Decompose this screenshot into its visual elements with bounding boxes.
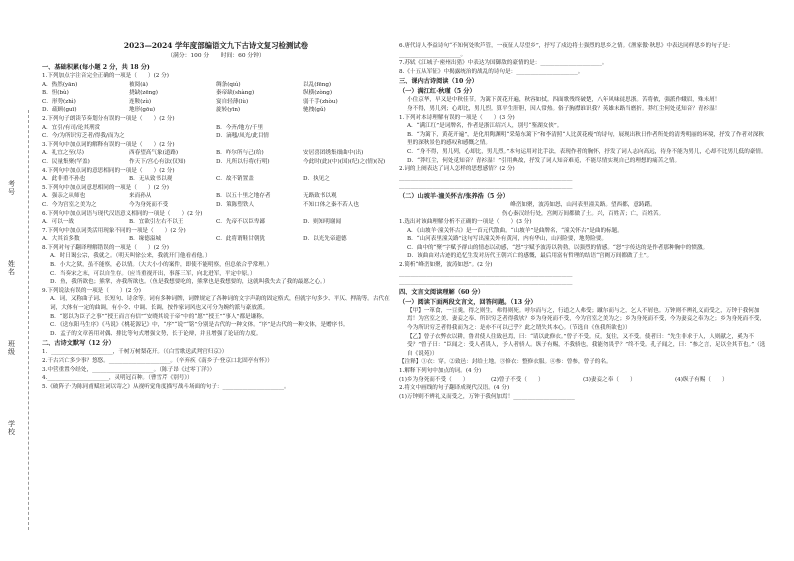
- option: 被阅(ā): [129, 81, 148, 88]
- option: B．今齐/地方/千里: [216, 124, 264, 131]
- text-line: 7.下列句中加点词类活用现象不同的一项是（ ）(2 分): [42, 227, 186, 234]
- text-line: 【注释】①衣：穿。②致邑：封给土地。③修衣：整修衣服。④参：曾参，曾子的名。: [399, 359, 612, 366]
- options-row: [42, 175, 390, 184]
- option: 驰拽(gǔ): [303, 107, 326, 114]
- option: A．宜引/有司/论其刑赏: [42, 124, 101, 131]
- text-line: C．“身不得，男儿列，心却比，男儿烈。”本句运用对比手法，表现作者的胸怀，抒发了词人志向高远，待身不能为男儿，心却不比男儿低的豪情。: [407, 148, 767, 155]
- text-line: 3.下列句中加点词的解释有误的一项是（ ）(2 分): [42, 141, 175, 148]
- option: C．民量集聚(罕盖): [42, 158, 90, 165]
- text-line: A．《山坡羊·潼关怀古》是一首元代散曲。“山坡羊”是曲牌名，“潼关怀古”是曲的标题。: [407, 227, 623, 234]
- binding-margin: [6, 150, 28, 490]
- cut-line: [28, 110, 29, 530]
- option: A．礼宜之至(尽): [42, 150, 84, 157]
- option: C．故不销置盖: [216, 176, 254, 183]
- text-line: 身不得，男儿列；心却比，男儿烈。算平生肝胆，因人常热。俗子胸襟谁识我？英雄末路当磨折。莽红尘何处觅知音？青衫湿！: [407, 105, 721, 112]
- options-row: [42, 98, 390, 107]
- option: B．无从致书以观: [129, 176, 173, 183]
- option: A．强亲之从师也: [42, 193, 86, 200]
- text-line: B．“山河表里潼关路”这句写出潼关外有黄河，内有华山，山河险要，地势险要。: [407, 236, 608, 243]
- text-line: 3.中营重置今经处，______________________。（陈子昂《过零丁洋》）: [42, 366, 216, 373]
- poem-line: 峰峦如聚，波涛如怒，山河表里潼关路。望西都，意踌躇。: [510, 201, 656, 208]
- text-line: 2.简析“峰峦如聚，波涛如怒”。(2 分): [399, 262, 493, 269]
- option: C．今/为所识穷乏者/得我/而为之: [42, 133, 125, 140]
- option: C．今为宫室之美为之: [42, 201, 97, 208]
- options-row: [42, 89, 390, 98]
- text-line: 【乙】曾子衣弊衣以耕，鲁君使人往致邑焉，曰：“请以此修衣。”曾子不受。反，复往，又不受。使者曰：“先生非求于人，人则献之，奚为不受？”曾子曰：“臣闻之：受人者畏人，予人者骄人。纵子有赐，不我骄也，我能勿畏乎？”终不受。孔子闻之，曰：“参之言，足以全其节也。”（选自《说苑》）: [407, 333, 766, 357]
- exam-meta: （满分：100 分 时间：60 分钟）: [167, 53, 265, 59]
- text-line: 2.将文中画线的句子翻译成现代汉语。(4 分): [399, 385, 510, 392]
- text-line: B．小大之狱，虽不能察，必以情。（大大小小的案件，即使不能明察，但总依合乎常理。）: [50, 262, 273, 269]
- text-line: C．当奏宋之末，可以自生存。（应当重视开出，事落三军，向北进军，平定中原。）: [50, 270, 256, 277]
- text-line: 8.《十五从军征》中揭露统治的战乱的诗句是：______________________。: [399, 68, 584, 75]
- option: 安居喜团绣集细曲中(出): [303, 150, 364, 157]
- option: D．执见之: [303, 176, 330, 183]
- option: (4)纵子有赐（ ）: [675, 376, 728, 383]
- options-row: [42, 235, 390, 244]
- option: 地形(gōu): [129, 107, 156, 114]
- section-heading: （一）阅读下面两段文言文，回答问题。（13 分）: [399, 298, 537, 306]
- options-row: [42, 132, 390, 141]
- text-line: 6.下列句中加点词语与现代汉语意义相同的一项是（ ）(2 分): [42, 210, 203, 217]
- option: C．先帝不以臣卑鄙: [216, 219, 266, 226]
- text-line: 9.下列说法有误的一项是（ ）(2 分): [42, 287, 141, 294]
- option: 以乱(fēng): [303, 81, 332, 88]
- option: 旋转(yīn): [216, 107, 241, 114]
- option: A．可以一战: [42, 219, 75, 226]
- text-line: ______________________________________________________________: [399, 279, 573, 286]
- options-row: [42, 158, 390, 167]
- option: 宴自轻薄(lù): [216, 98, 249, 105]
- section-heading: 三、课内古诗阅读（10 分）: [399, 78, 478, 86]
- text-line: B．“为篱下，黄花开遍”，是化用陶渊明“采菊东篱下”和李清照“人比黄花瘦”的诗句，展现出秋日作者所处的清秀明丽的环境，抒发了作者对深秋里的深秋景色的感叹和感慨之情。: [407, 131, 764, 147]
- option: B．宜欲引左右不以王: [129, 219, 184, 226]
- text-line: 2.干古兴亡多少事？悠悠。______________________。（辛弃疾《南乡子·登京口北固亭有怀》）: [42, 358, 273, 364]
- text-line: 2.下列句子朗读节奏划分有误的一项是（ ）(2 分): [42, 115, 175, 122]
- option: D．凡所以行将(行明): [216, 158, 270, 165]
- text-line: A．时日谒公宗，我就之。（明天叫徐公来，我就开门他看看他。）: [50, 253, 211, 260]
- label-name: 姓名: [8, 260, 15, 276]
- option: 来而孙从: [129, 193, 152, 200]
- option: 西春望高气象(道路): [129, 150, 179, 157]
- label-exam-number: 考号: [8, 180, 15, 196]
- option: 纵横(zòng): [303, 90, 333, 97]
- text-line: ______________________________________________________________: [399, 183, 573, 190]
- text-line: 5.《破阵子·为陈同甫赋壮词以寄之》从视听觉角度描写战斗场面的句子：______________________。: [42, 383, 290, 390]
- option: C．形势(zhì): [42, 98, 76, 105]
- option: B．缘德溢城: [129, 236, 162, 243]
- option: D．以光先帝遗德: [303, 236, 347, 243]
- option: C．此将谓鞋甘朝犹: [216, 236, 266, 243]
- page-title: 2023—2024 学年度部编语文九下古诗文复习检测试卷: [123, 41, 309, 50]
- options-row: [42, 81, 390, 90]
- option: 作天下/宫心有法(仅知): [129, 158, 186, 165]
- right-column: [399, 42, 767, 557]
- section-heading: （一）满江红·秋瑾（5 分）: [399, 88, 476, 96]
- option: D．则知明谢闻: [303, 219, 342, 226]
- text-line: A．“满江红”是词牌名，作者是浙江绍兴人，别号“鉴湖女侠”。: [407, 123, 563, 130]
- options-row: [42, 124, 390, 133]
- option: A．此非重不孙也: [42, 176, 86, 183]
- option: 秦帝缺(shàng): [216, 90, 255, 97]
- option: B．以五十里之地存者: [216, 193, 271, 200]
- text-line: A．词，又称曲子词、长短句、诗余等。词有多种词牌，词牌规定了各种词的文字声韵的固定格式，但就字句多少、平仄、押韵等。古代在词，大体有一定的曲调，有小令、中调、长调，按作家词风也又可分为婉约派与豪放派。: [50, 296, 390, 312]
- option: A．大其首多数: [42, 236, 80, 243]
- section-heading: 四、文言文阅读理解（60 分）: [399, 288, 485, 296]
- option: D．疏顾(guī): [42, 107, 77, 114]
- text-line: 7.苏轼《江城子·密州出猎》中表达为国御敌的豪情的是：______________________。: [399, 60, 608, 67]
- text-line: C．曲中的“聚”字赋予群山的情态以动感，“怒”字赋予波涛以勃勃，以强烈的情感。“怒”字传达的是作者那种胸中的愤激。: [407, 244, 709, 251]
- options-row: [42, 201, 390, 210]
- label-school: 学校: [8, 420, 15, 436]
- text-line: 5.下列句中加点词意思相同的一项是（ ）(2 分): [42, 184, 169, 191]
- text-line: 1.下列对本诗理解有误的一项是（ ）(3 分): [399, 114, 515, 121]
- section-heading: 二、古诗文默写（12 分）: [42, 340, 115, 348]
- option: (2)曾子不受（ ）: [491, 376, 544, 383]
- section-heading: （二）山坡羊·潼关怀古/张养浩（5 分）: [399, 192, 509, 200]
- label-class: 班级: [8, 340, 15, 356]
- text-line: D．鱼，我所欲也；熊掌，亦我所欲也。（鱼是我想要吃的，熊掌也是我想要的，这就叫我失去了我的最愿之心。）: [50, 279, 329, 286]
- option: 连鞍(zù): [129, 98, 152, 105]
- text-line: 小住京华，早又是中秋佳节。为篱下黄花开遍，秋容如拭。四面歌残终破楚，八年风味徒思浙。苦将侬，强派作蛾眉，殊未屑！: [407, 97, 721, 104]
- text-line: D．孟子的文章善用对偶、排比等句式增强文势，长于论辩，并且增强了论证的力度。: [50, 330, 262, 337]
- text-line: 4.______________________，灵明冠百种。（曹雪芹《别号》）: [42, 375, 193, 382]
- text-line: D．“莽红尘，何处觅知音？青衫湿！”引用典故，抒发了词人知音难觅，不能尽情实现自己的理想的痛苦之情。: [407, 157, 681, 164]
- text-line: 1.选出对该曲理解分析不正确的一项是（ ）(3 分): [399, 219, 532, 226]
- text-line: 2.词的上阕表达了词人怎样的思想感情？(2 分): [399, 166, 515, 173]
- options-row: [42, 149, 390, 158]
- text-line: D．该曲由对古迹的追忆生发对历代王朝兴亡的感慨，最后用富有哲理的结语“宫阙万间都做了土”。: [407, 253, 653, 260]
- option: B．咋尔所与己(给): [216, 150, 264, 157]
- option: 无路致书以观: [303, 193, 337, 200]
- text-line: 【甲】一箪食，一豆羹，得之则生，弗得则死。呼尔而与之，行道之人弗受；蹴尔而与之，乞人不屑也。万钟则不辨礼义而受之，万钟于我何加焉！为宫室之美、妻妾之奉、所识穷乏者得我欤？乡为身死而不受，今为宫室之美为之；乡为身死而不受，今为妻妾之奉为之；乡为身死而不受，今为所识穷乏者得我而为之：是亦不可以已乎？此之谓失其本心。（节选自《鱼我所欲也》）: [407, 307, 766, 332]
- section-heading: 一、基础积累(每小题 2 分，共 18 分): [42, 64, 150, 71]
- text-line: 1.解释下列句中加点的词。(4 分): [399, 368, 482, 374]
- option: D．策陈塑铁人: [216, 201, 255, 208]
- options-row: [399, 376, 767, 385]
- text-line: 1．______________________，千树万树梨花开。（《白雪歌送武判官归京》）: [42, 349, 228, 356]
- option: 不知口体之秦不若人也: [303, 201, 359, 208]
- text-line: 8.下列对句子翻译理解错误的一项是（ ）(2 分): [42, 244, 169, 251]
- text-line: (1)万钟则不辨礼义而受之，万钟于我何加焉！______________________: [399, 393, 575, 400]
- option: 挠缺(zēng): [129, 90, 158, 97]
- text-line: ______________________________________________________________: [399, 174, 573, 181]
- options-row: [42, 218, 390, 227]
- text-line: ______________________________________________________________: [399, 270, 573, 277]
- text-line: 4.下列句中加点词的意思相同的一项是（ ）(2 分): [42, 167, 175, 174]
- option: 今为身死而不受: [129, 201, 169, 208]
- text-line: 6.唐代诗人李益诗句“不知何处吹芦管，一夜征人尽望乡”，抒写了戍边将士强烈的思乡之情。《渔家傲·秋思》中表达同样思乡的句子是：______________________。: [399, 43, 734, 58]
- text-line: C．《送东阳马生序》《马说》《桃花源记》中，“序”“说”“铭”分别是古代的一种文体。“序”是古代的一种文体，是赠序书。: [50, 322, 349, 329]
- option: (1)乡为身死而不受（ ）: [399, 376, 469, 383]
- left-column: [42, 40, 390, 555]
- option: D．滴嗤/凤光/此目情: [216, 133, 270, 140]
- option: 今此时(此)(中)(国)(纪)之(情)(况): [303, 158, 386, 165]
- option: 弱千手(zhòu): [303, 98, 338, 105]
- poem-line: 伤心秦汉经行处，宫阙万间都做了土。兴，百姓苦；亡，百姓苦。: [501, 210, 665, 217]
- option: 绸条(qiú): [216, 81, 241, 88]
- options-row: [42, 192, 390, 201]
- option: B．怛(bù): [42, 90, 69, 97]
- option: (3)妻妾之奉（ ）: [583, 376, 636, 383]
- text-line: 1.下列加点字注音完全正确的一项是（ ）(2 分): [42, 73, 169, 79]
- options-row: [42, 106, 390, 115]
- text-line: B．“愿以为臣子之事”“授王而言有信”“安晓其说于帝”中的“愿”“授王”“事人”都是谦称。: [50, 313, 268, 320]
- option: A．热然(yān): [42, 81, 78, 88]
